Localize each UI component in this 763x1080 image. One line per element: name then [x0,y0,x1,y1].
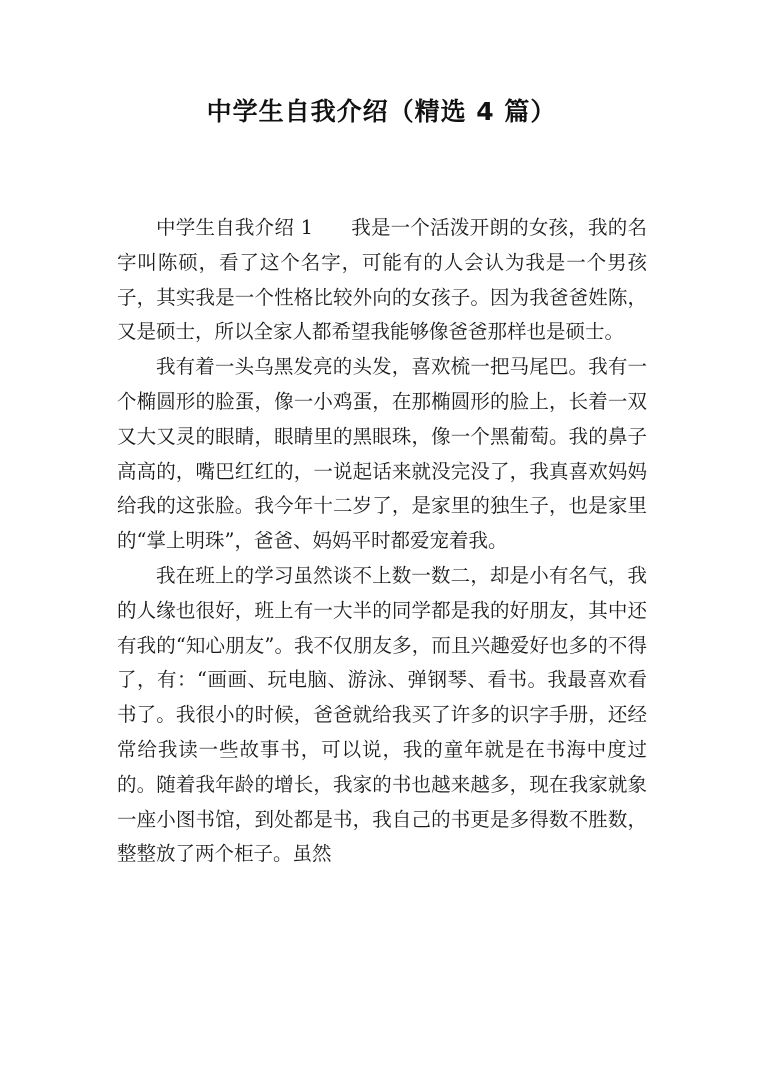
document-title: 中学生自我介绍（精选 4 篇） [206,97,557,126]
paragraph-3: 我在班上的学习虽然谈不上数一数二，却是小有名气，我的人缘也很好，班上有一大半的同学都是我的好朋友，其中还有我的“知心朋友”。我不仅朋友多，而且兴趣爱好也多的不得了，有：“画画、玩电脑、游泳、弹钢琴、看书。我最喜欢看书了。我很小的时候，爸爸就给我买了许多的识字手册，还经常给我读一些故事书，可以说，我的童年就是在书海中度过的。随着我年龄的增长，我家的书也越来越多，现在我家就象一座小图书馆，到处都是书，我自己的书更是多得数不胜数，整整放了两个柜子。虽然 [117,563,647,866]
paragraph-1-text: 我是一个活泼开朗的女孩，我的名字叫陈硕，看了这个名字，可能有的人会认为我是一个男孩子，其实我是一个性格比较外向的女孩子。因为我爸爸姓陈，又是硕士，所以全家人都希望我能够像爸爸那样也是硕士。 [117,216,647,344]
paragraph-1 [117,211,647,350]
document-body [117,211,647,872]
section-label: 中学生自我介绍 1 [156,216,313,239]
paragraph-2: 我有着一头乌黑发亮的头发，喜欢梳一把马尾巴。我有一个椭圆形的脸蛋，像一小鸡蛋，在那椭圆形的脸上，长着一双又大又灵的眼睛，眼睛里的黑眼珠，像一个黑葡萄。我的鼻子高高的，嘴巴红红的，一说起话来就没完没了，我真喜欢妈妈给我的这张脸。我今年十二岁了，是家里的独生子，也是家里的“掌上明珠”，爸爸、妈妈平时都爱宠着我。 [117,355,647,553]
